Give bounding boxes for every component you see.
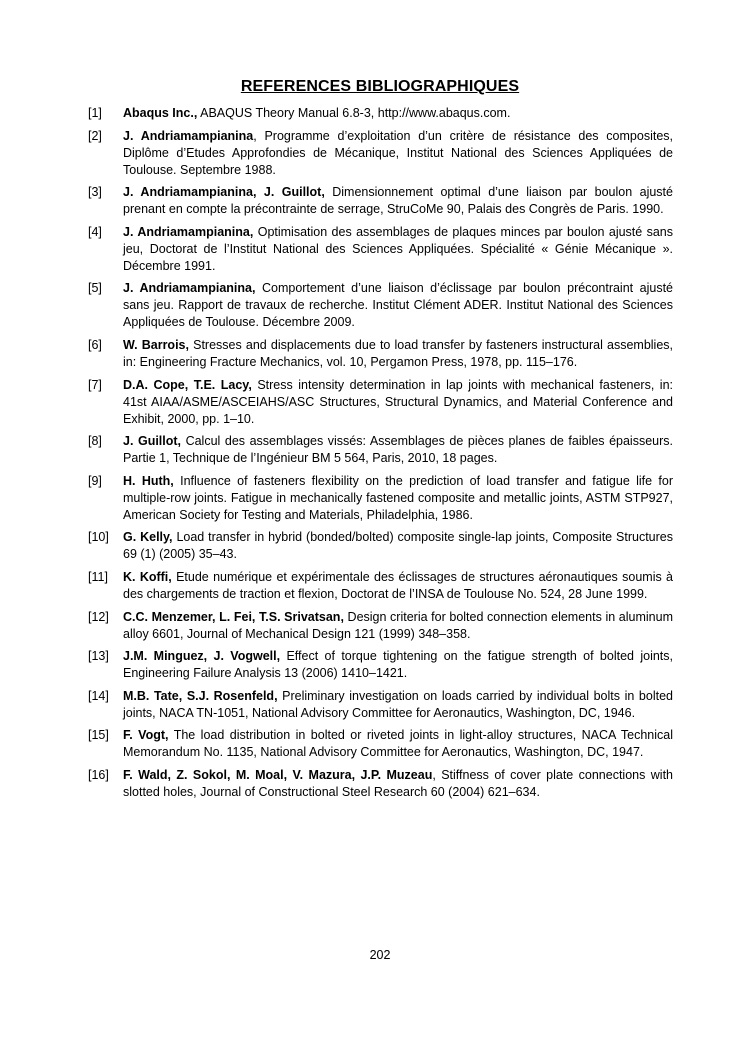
reference-details: Influence of fasteners flexibility on the prediction of load transfer and fatigue life for multiple-row joints. Fatigue in mechanically fastened composite and metallic joints, ASTM STP927, American Society for Testing and Materials, Philadelphia, 1986.	[123, 473, 673, 522]
reference-details: Stresses and displacements due to load transfer by fasteners instructural assemblies, in: Engineering Fracture Mechanics, vol. 10, Pergamon Press, 1978, pp. 115–176.	[123, 337, 673, 369]
page-title: REFERENCES BIBLIOGRAPHIQUES	[240, 78, 520, 95]
reference-number: [7]	[88, 377, 102, 392]
reference-authors: F. Vogt,	[123, 728, 169, 743]
reference-number: [11]	[88, 569, 108, 584]
reference-authors: H. Huth,	[123, 473, 174, 488]
reference-details: Design criteria for bolted connection elements in aluminum alloy 6601, Journal of Mechanical Design 121 (1999) 348–358.	[123, 609, 673, 641]
reference-authors: G. Kelly,	[123, 530, 173, 545]
reference-item	[88, 727, 673, 761]
reference-authors: F. Wald, Z. Sokol, M. Moal, V. Mazura, J.P. Muzeau	[123, 767, 433, 782]
reference-text	[123, 280, 673, 331]
reference-number: [13]	[88, 649, 109, 664]
reference-item	[88, 105, 673, 122]
reference-text	[123, 377, 673, 428]
reference-text	[123, 224, 673, 275]
reference-authors: J. Andriamampianina, J. Guillot,	[123, 185, 325, 200]
reference-text	[123, 688, 673, 722]
reference-number: [2]	[88, 128, 102, 143]
reference-text	[123, 727, 673, 761]
reference-details: Dimensionnement optimal d’une liaison par boulon ajusté prenant en compte la précontrainte de serrage, StruCoMe 90, Palais des Congrès de Paris. 1990.	[123, 185, 673, 217]
reference-item	[88, 767, 673, 801]
reference-authors: J. Andriamampianina,	[123, 281, 256, 296]
reference-number: [10]	[88, 530, 109, 545]
reference-number: [4]	[88, 224, 102, 239]
reference-item	[88, 224, 673, 275]
reference-item	[88, 569, 673, 603]
reference-number: [5]	[88, 281, 102, 296]
reference-item	[88, 648, 673, 682]
reference-details: Comportement d’une liaison d’éclissage par boulon précontraint ajusté sans jeu. Rapport de travaux de recherche. Institut Clément ADER. Institut National des Sciences Appliquées de Toulouse. Décembre 2009.	[123, 281, 673, 330]
reference-text	[123, 337, 673, 371]
reference-number: [9]	[88, 473, 102, 488]
reference-details: Preliminary investigation on loads carried by individual bolts in bolted joints, NACA TN-1051, National Advisory Committee for Aeronautics, Washington, DC, 1946.	[123, 688, 673, 720]
reference-item	[88, 128, 673, 179]
reference-details: ABAQUS Theory Manual 6.8-3, http://www.abaqus.com.	[197, 106, 511, 120]
reference-number: [12]	[88, 609, 109, 624]
reference-list	[88, 105, 673, 807]
reference-details: , Stiffness of cover plate connections with slotted holes, Journal of Constructional Steel Research 60 (2004) 621–634.	[123, 767, 673, 799]
reference-text	[123, 433, 673, 467]
reference-number: [14]	[88, 688, 109, 703]
reference-number: [15]	[88, 728, 109, 743]
reference-details: Stress intensity determination in lap joints with mechanical fasteners, in: 41st AIAA/ASME/ASCEIAHS/ASC Structures, Structural Dynamics, and Material Conference and Exhibit, 2000, pp. 1–10.	[123, 377, 673, 426]
reference-text	[123, 105, 673, 122]
reference-details: Load transfer in hybrid (bonded/bolted) composite single-lap joints, Composite Structures 69 (1) (2005) 35–43.	[123, 530, 673, 562]
reference-details: The load distribution in bolted or riveted joints in light-alloy structures, NACA Technical Memorandum No. 1135, National Advisory Committee for Aeronautics, Washington, DC, 1947.	[123, 728, 673, 760]
reference-number: [1]	[88, 106, 102, 120]
reference-item	[88, 184, 673, 218]
reference-text	[123, 184, 673, 218]
reference-authors: D.A. Cope, T.E. Lacy,	[123, 377, 252, 392]
reference-text	[123, 569, 673, 603]
reference-authors: K. Koffi,	[123, 569, 172, 584]
reference-text	[123, 529, 673, 563]
reference-item	[88, 529, 673, 563]
reference-details: , Programme d’exploitation d’un critère de résistance des composites, Diplôme d’Etudes Approfondies de Mécanique, Institut National des Sciences Appliquées de Toulouse. Septembre 1988.	[123, 128, 673, 177]
reference-number: [8]	[88, 434, 102, 449]
reference-item	[88, 609, 673, 643]
reference-authors: J. Guillot,	[123, 434, 182, 449]
reference-authors: Abaqus Inc.,	[123, 106, 198, 120]
reference-number: [6]	[88, 337, 102, 352]
reference-number: [3]	[88, 185, 102, 200]
reference-text	[123, 473, 673, 524]
reference-authors: C.C. Menzemer, L. Fei, T.S. Srivatsan,	[123, 609, 344, 624]
reference-details: Calcul des assemblages vissés: Assemblages de pièces planes de faibles épaisseurs. Partie 1, Technique de l’Ingénieur BM 5 564, Paris, 2010, 18 pages.	[123, 434, 673, 466]
reference-authors: W. Barrois,	[123, 337, 189, 352]
reference-details: Etude numérique et expérimentale des éclissages de structures aéronautiques soumis à des chargements de traction et flexion, Doctorat de l’INSA de Toulouse No. 524, 28 June 1999.	[123, 569, 673, 601]
reference-authors: J. Andriamampianina,	[123, 224, 254, 239]
page-number: 202	[369, 948, 391, 962]
reference-item	[88, 433, 673, 467]
reference-authors: J. Andriamampianina	[123, 128, 254, 143]
reference-authors: M.B. Tate, S.J. Rosenfeld,	[123, 688, 278, 703]
reference-number: [16]	[88, 767, 109, 782]
reference-text	[123, 648, 673, 682]
reference-item	[88, 280, 673, 331]
reference-item	[88, 473, 673, 524]
reference-authors: J.M. Minguez, J. Vogwell,	[123, 649, 281, 664]
reference-text	[123, 767, 673, 801]
reference-details: Optimisation des assemblages de plaques minces par boulon ajusté sans jeu, Doctorat de l’Institut National des Sciences Appliquées. Spécialité « Génie Mécanique ». Décembre 1991.	[123, 224, 674, 273]
reference-item	[88, 688, 673, 722]
reference-item	[88, 337, 673, 371]
reference-item	[88, 377, 673, 428]
reference-text	[123, 128, 673, 179]
reference-details: Effect of torque tightening on the fatigue strength of bolted joints, Engineering Failure Analysis 13 (2006) 1410–1421.	[123, 649, 673, 681]
reference-text	[123, 609, 673, 643]
